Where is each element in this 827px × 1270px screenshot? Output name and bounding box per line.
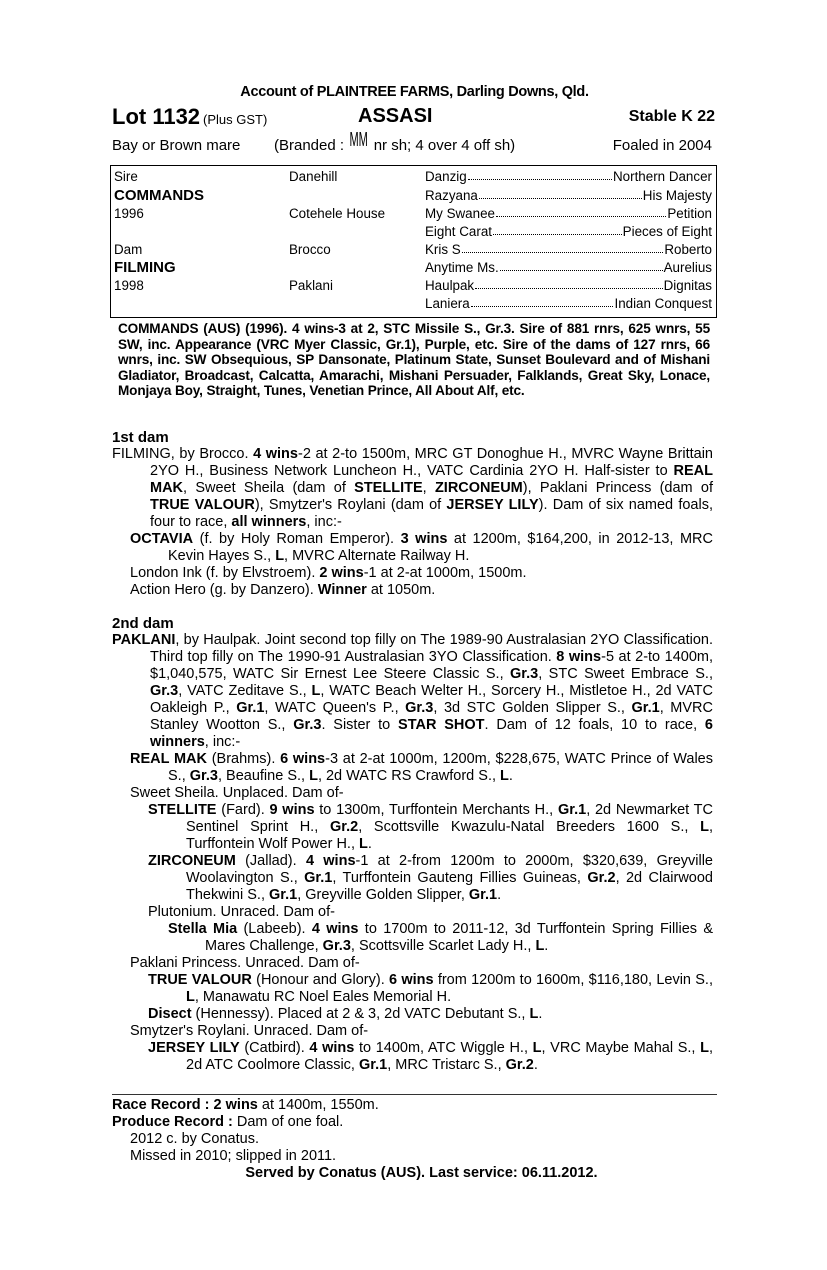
first-dam-heading: 1st dam xyxy=(112,429,169,446)
text-run: , Greyville Golden Slipper, xyxy=(297,887,469,903)
family-entry xyxy=(112,853,713,904)
bold-text-run: Gr.3 xyxy=(405,700,434,716)
bold-text-run: Gr.1 xyxy=(468,887,498,903)
text-run: to 1700m to 2011-12, 3d Turffontein Spring Fillies & Mares Challenge, xyxy=(205,921,713,954)
pedigree-row xyxy=(111,188,716,206)
produce-line: Missed in 2010; slipped in 2011. xyxy=(130,1148,337,1164)
ancestor-name: Haulpak xyxy=(425,278,475,293)
ancestor-name: Danzig xyxy=(425,169,467,184)
sire-summary: COMMANDS (AUS) (1996). 4 wins-3 at 2, STC Missile S., Gr.3. Sire of 881 rnrs, 625 wnrs, 55 SW, inc. Appearance (VRC Myer Classic, Gr.1), Purple, etc. Sire of the dams of 127 rnrs, 66 wnrs, inc. SW Obsequious, SP Dansonate, Platinum State, Sunset Boulevard and of Mishani Gladiator, Broadcast, Calcatta, Amarachi, Mishani Persuader, Falklands, Great Sky, Lonace, Monjaya Boy, Straight, Tunes, Venetian Prince, All About Alf, etc. xyxy=(118,321,710,399)
bold-text-run: L xyxy=(186,989,195,1005)
text-run: . xyxy=(538,1006,543,1022)
text-run: . xyxy=(544,938,549,954)
text-run: . xyxy=(508,768,513,784)
family-entry xyxy=(112,785,713,802)
dam-sire: Brocco xyxy=(289,242,331,257)
text-run: -5 at 2-to 1400m, $1,040,575, WATC Sir Ernest Lee Steere Classic S., xyxy=(150,649,713,682)
text-run: , Beaufine S., xyxy=(217,768,310,784)
family-entry xyxy=(112,1023,713,1040)
ancestor-entry xyxy=(425,224,712,239)
ancestor-entry xyxy=(425,242,712,257)
brand-prefix: (Branded : xyxy=(274,137,349,154)
dot-leader xyxy=(471,296,614,307)
text-run: (Hennessy). Placed at 2 & 3, 2d VATC Debutant S., xyxy=(191,1006,530,1022)
bold-text-run: Stella Mia xyxy=(168,921,238,937)
brand-info xyxy=(274,129,516,154)
text-run: Smytzer's Roylani. Unraced. Dam of- xyxy=(130,1023,369,1039)
text-run: , by Haulpak. Joint second top filly on The 1989-90 Australasian 2YO Classification. Third top filly on The 1990-91 Australasian 3YO Classification. xyxy=(150,632,713,665)
text-run: . xyxy=(367,836,372,852)
produce-line: 2012 c. by Conatus. xyxy=(130,1131,259,1147)
bold-text-run: L xyxy=(500,768,509,784)
bold-text-run: Disect xyxy=(148,1006,192,1022)
dam-label: Dam xyxy=(114,242,143,257)
bold-text-run: 9 wins xyxy=(269,802,315,818)
text-run: -3 at 2-at 1000m, 1200m, $228,675, WATC Prince of Wales S., xyxy=(168,751,713,784)
ancestor-name: Anytime Ms. xyxy=(425,260,499,275)
text-run: (Jallad). xyxy=(235,853,306,869)
bold-text-run: STELLITE xyxy=(354,480,423,496)
bold-text-run: L xyxy=(529,1006,539,1022)
text-run: ), Smytzer's Roylani (dam of xyxy=(254,497,447,513)
text-run: (f. by Holy Roman Emperor). xyxy=(193,531,401,547)
text-run: . xyxy=(533,1057,538,1073)
produce-record-label: Produce Record : xyxy=(112,1114,237,1130)
bold-text-run: Gr.2 xyxy=(329,819,359,835)
bold-text-run: L xyxy=(359,836,368,852)
ancestor-sire: Dignitas xyxy=(663,278,712,293)
text-run: (Honour and Glory). xyxy=(251,972,389,988)
bold-text-run: Gr.3 xyxy=(510,666,539,682)
bold-text-run: 8 wins xyxy=(556,649,602,665)
text-run: (Catbird). xyxy=(239,1040,310,1056)
text-run: , inc:- xyxy=(306,514,342,530)
text-run: , STC Sweet Embrace S., xyxy=(538,666,713,682)
text-run: Sweet Sheila. Unplaced. Dam of- xyxy=(130,785,344,801)
plus-gst-note: (Plus GST) xyxy=(203,112,268,127)
bold-text-run: L xyxy=(275,548,285,564)
pedigree-row xyxy=(111,169,716,187)
sire-year: 1996 xyxy=(114,206,144,221)
horse-name: ASSASI xyxy=(358,105,433,127)
ancestor-name: Laniera xyxy=(425,296,470,311)
dot-leader xyxy=(496,206,666,217)
race-record-detail: at 1400m, 1550m. xyxy=(257,1097,379,1113)
family-entry xyxy=(112,582,713,599)
text-run: , MVRC Stanley Wootton S., xyxy=(150,700,713,733)
text-run: Plutonium. Unraced. Dam of- xyxy=(148,904,335,920)
text-run: ). Dam of six named foals, four to race, xyxy=(150,497,713,530)
family-entry xyxy=(112,531,713,565)
lot-header xyxy=(112,104,715,130)
family-entry xyxy=(112,565,713,582)
vendor-account: Account of PLAINTREE FARMS, Darling Downs, Qld. xyxy=(240,84,589,100)
text-run: , VRC Maybe Mahal S., xyxy=(541,1040,701,1056)
bold-text-run: Winner xyxy=(317,582,367,598)
text-run: , WATC Beach Welter H., Sorcery H., Mistletoe H., 2d VATC Oakleigh P., xyxy=(150,683,713,716)
bold-text-run: 4 wins xyxy=(305,853,356,869)
ancestor-entry xyxy=(425,260,712,275)
ancestor-entry xyxy=(425,296,712,311)
text-run: from 1200m to 1600m, $116,180, Levin S., xyxy=(433,972,713,988)
bold-text-run: 4 wins xyxy=(311,921,359,937)
family-entry xyxy=(112,1006,713,1023)
dot-leader xyxy=(479,188,642,199)
family-entry xyxy=(112,632,713,751)
text-run: at 1200m, $164,200, in 2012-13, MRC Kevin Hayes S., xyxy=(168,531,713,564)
ancestor-sire: Northern Dancer xyxy=(613,169,712,184)
ancestor-name: Kris S xyxy=(425,242,461,257)
text-run: Paklani Princess. Unraced. Dam of- xyxy=(130,955,360,971)
bold-text-run: Gr.1 xyxy=(557,802,587,818)
dot-leader xyxy=(475,278,662,289)
bold-text-run: REAL MAK xyxy=(150,463,713,496)
family-paragraphs xyxy=(112,446,713,599)
lot-number xyxy=(112,104,267,130)
text-run: Action Hero (g. by Danzero). xyxy=(130,582,318,598)
family-entry xyxy=(112,751,713,785)
bold-text-run: ZIRCONEUM xyxy=(434,480,523,496)
dot-leader xyxy=(493,224,622,235)
bold-text-run: L xyxy=(311,683,321,699)
pedigree-row xyxy=(111,242,716,260)
text-run: London Ink (f. by Elvstroem). xyxy=(130,565,320,581)
bold-text-run: L xyxy=(535,938,545,954)
bold-text-run: STAR SHOT xyxy=(398,717,485,733)
stable-location: Stable K 22 xyxy=(628,108,715,125)
bold-text-run: L xyxy=(309,768,318,784)
text-run: , Scottsville Scarlet Lady H., xyxy=(350,938,536,954)
text-run: at 1050m. xyxy=(366,582,436,598)
dam-year: 1998 xyxy=(114,278,144,293)
ancestor-entry xyxy=(425,278,712,293)
pedigree-row xyxy=(111,260,716,278)
ancestor-sire: Pieces of Eight xyxy=(622,224,712,239)
first-dam-section xyxy=(112,429,713,599)
family-paragraphs xyxy=(112,632,713,1074)
pedigree-row xyxy=(111,296,716,314)
bold-text-run: Gr.1 xyxy=(269,887,298,903)
dot-leader xyxy=(468,169,612,180)
bold-text-run: Gr.3 xyxy=(189,768,218,784)
family-entry xyxy=(112,1040,713,1074)
text-run: , 2d Clairwood Thekwini S., xyxy=(186,870,713,903)
produce-record-detail: Dam of one foal. xyxy=(236,1114,344,1130)
race-record-label: Race Record : xyxy=(112,1097,214,1113)
ancestor-entry xyxy=(425,188,712,203)
text-run: , Sweet Sheila (dam of xyxy=(183,480,355,496)
text-run: . Sister to xyxy=(321,717,399,733)
text-run: , MVRC Alternate Railway H. xyxy=(284,548,470,564)
text-run: . xyxy=(497,887,502,903)
pedigree-row xyxy=(111,224,716,242)
text-run: to 1400m, ATC Wiggle H., xyxy=(354,1040,533,1056)
bold-text-run: Gr.1 xyxy=(236,700,265,716)
ancestor-sire: His Majesty xyxy=(642,187,712,203)
bold-text-run: 6 winners xyxy=(150,717,713,750)
text-run: . Dam of 12 foals, 10 to race, xyxy=(484,717,705,733)
bold-text-run: JERSEY LILY xyxy=(148,1040,240,1056)
ancestor-sire: Roberto xyxy=(664,242,712,257)
sire-sire: Danehill xyxy=(289,169,338,184)
bold-text-run: Gr.3 xyxy=(322,938,351,954)
text-run: -2 at 2-to 1500m, MRC GT Donoghue H., MVRC Wayne Brittain 2YO H., Business Network Luncheon H., VATC Cardinia 2YO H. Half-sister to xyxy=(150,446,713,479)
text-run: (Fard). xyxy=(216,802,270,818)
bold-text-run: all winners xyxy=(231,514,307,530)
text-run: (Brahms). xyxy=(206,751,281,767)
text-run: to 1300m, Turffontein Merchants H., xyxy=(314,802,558,818)
second-dam-section xyxy=(112,615,713,1074)
bold-text-run: 6 wins xyxy=(389,972,434,988)
brand-mark-icon: MM xyxy=(349,129,369,151)
bold-text-run: 4 wins xyxy=(309,1040,355,1056)
bold-text-run: 4 wins xyxy=(253,446,298,462)
text-run: , MRC Tristarc S., xyxy=(387,1057,506,1073)
text-run: , 2d WATC RS Crawford S., xyxy=(317,768,501,784)
text-run: , WATC Queen's P., xyxy=(264,700,406,716)
text-run: , 2d Newmarket TC Sentinel Sprint H., xyxy=(186,802,713,835)
text-run: , inc:- xyxy=(204,734,241,750)
text-run: -1 at 2-at 1000m, 1500m. xyxy=(363,565,527,581)
text-run: -1 at 2-from 1200m to 2000m, $320,639, Greyville Woolavington S., xyxy=(186,853,713,886)
produce-record xyxy=(112,1114,713,1131)
ancestor-sire: Aurelius xyxy=(663,260,712,275)
service-note: Served by Conatus (AUS). Last service: 06.11.2012. xyxy=(245,1165,598,1181)
bold-text-run: JERSEY LILY xyxy=(446,497,539,513)
section-divider xyxy=(112,1094,717,1095)
bold-text-run: 2 wins xyxy=(319,565,364,581)
family-entry xyxy=(112,972,713,1006)
sire-name: COMMANDS xyxy=(114,186,204,204)
family-entry xyxy=(112,904,713,921)
sire-label: Sire xyxy=(114,169,138,184)
text-run: (Labeeb). xyxy=(237,921,312,937)
bold-text-run: Gr.1 xyxy=(358,1057,388,1073)
family-entry xyxy=(112,921,713,955)
sire-dam: Cotehele House xyxy=(289,206,386,221)
pedigree-table xyxy=(110,165,717,318)
text-run: , xyxy=(422,480,435,496)
bold-text-run: REAL MAK xyxy=(130,751,207,767)
dot-leader xyxy=(500,260,663,271)
bold-text-run: ZIRCONEUM xyxy=(148,853,236,869)
bold-text-run: 3 wins xyxy=(400,531,448,547)
bold-text-run: OCTAVIA xyxy=(130,531,194,547)
ancestor-entry xyxy=(425,206,712,221)
pedigree-row xyxy=(111,206,716,224)
bold-text-run: Gr.2 xyxy=(587,870,616,886)
foaled-year: Foaled in 2004 xyxy=(612,137,712,154)
text-run: ), Paklani Princess (dam of xyxy=(522,480,713,496)
text-run: , 2d ATC Coolmore Classic, xyxy=(186,1040,713,1073)
ancestor-sire: Indian Conquest xyxy=(614,296,712,311)
bold-text-run: L xyxy=(700,819,709,835)
bold-text-run: 6 wins xyxy=(280,751,326,767)
sex-colour: Bay or Brown mare xyxy=(112,137,241,154)
family-entry xyxy=(112,802,713,853)
text-run: , Manawatu RC Noel Eales Memorial H. xyxy=(194,989,452,1005)
race-record xyxy=(112,1097,713,1114)
records-section xyxy=(112,1097,713,1182)
ancestor-sire: Petition xyxy=(667,206,712,221)
text-run: , VATC Zeditave S., xyxy=(178,683,312,699)
pedigree-row xyxy=(111,278,716,296)
family-entry xyxy=(112,955,713,972)
text-run: , Scottsville Kwazulu-Natal Breeders 1600 S., xyxy=(358,819,701,835)
ancestor-name: Razyana xyxy=(425,187,478,203)
bold-text-run: TRUE VALOUR xyxy=(148,972,252,988)
bold-text-run: L xyxy=(532,1040,542,1056)
bold-text-run: PAKLANI xyxy=(112,632,176,648)
bold-text-run: Gr.1 xyxy=(304,870,333,886)
ancestor-name: My Swanee xyxy=(425,206,495,221)
dam-name: FILMING xyxy=(114,259,176,276)
bold-text-run: Gr.3 xyxy=(150,683,179,699)
dam-dam: Paklani xyxy=(289,278,333,293)
ancestor-entry xyxy=(425,169,712,184)
bold-text-run: STELLITE xyxy=(148,802,217,818)
text-run: , Turffontein Wolf Power H., xyxy=(186,819,713,852)
bold-text-run: Gr.1 xyxy=(631,700,660,716)
bold-text-run: Gr.2 xyxy=(505,1057,534,1073)
text-run: FILMING, by Brocco. xyxy=(112,446,254,462)
lot-label: Lot 1132 xyxy=(112,104,201,129)
second-dam-heading: 2nd dam xyxy=(112,615,174,632)
brand-suffix: nr sh; 4 over 4 off sh) xyxy=(369,137,516,154)
family-entry xyxy=(112,446,713,531)
race-record-wins: 2 wins xyxy=(213,1097,258,1113)
bold-text-run: Gr.3 xyxy=(293,717,322,733)
dot-leader xyxy=(462,242,664,253)
text-run: , Turffontein Gauteng Fillies Guineas, xyxy=(332,870,588,886)
text-run: , 3d STC Golden Slipper S., xyxy=(433,700,632,716)
bold-text-run: TRUE VALOUR xyxy=(150,497,255,513)
bold-text-run: L xyxy=(700,1040,709,1056)
ancestor-name: Eight Carat xyxy=(425,224,492,239)
